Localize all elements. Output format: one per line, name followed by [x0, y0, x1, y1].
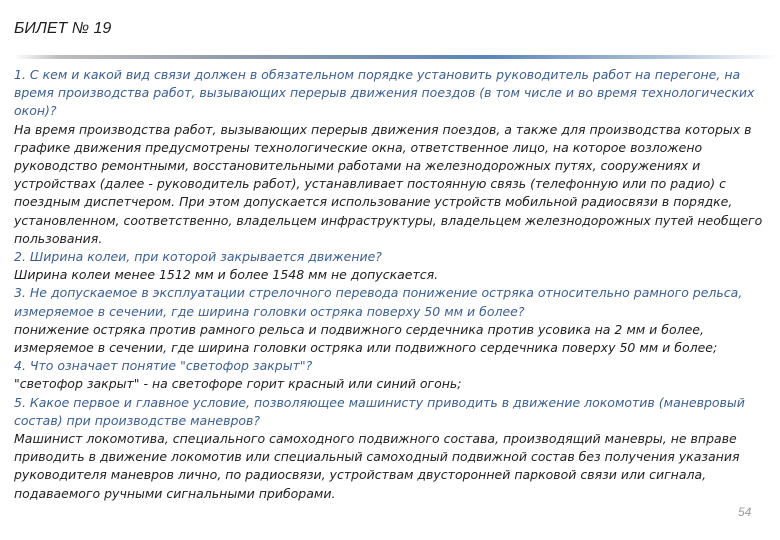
question-4: 4. Что означает понятие "светофор закрыт"? — [14, 358, 313, 374]
question-5: 5. Какое первое и главное условие, позволяющее машинисту приводить в движение локомотив (маневровый состав) при производстве маневров? — [14, 394, 745, 428]
title-underline — [14, 55, 778, 59]
answer-4: "светофор закрыт" - на светофоре горит красный или синий огонь; — [14, 376, 462, 392]
answer-2: Ширина колеи менее 1512 мм и более 1548 мм не допускается. — [14, 267, 439, 283]
question-3: 3. Не допускаемое в эксплуатации стрелочного перевода понижение остряка относительно рамного рельса, измеряемое в сечении, где ширина головки остряка поверху 50 мм и более? — [14, 285, 743, 319]
answer-5: Машинист локомотива, специального самоходного подвижного состава, производящий маневры, не вправе приводить в движение локомотив или специальный самоходный подвижной состав без получения указания руководителя маневров лично, по радиосвязи, устройствам двусторонней парковой связи или сигнала, подаваемого ручными сигнальными приборами. — [14, 431, 740, 501]
answer-1: На время производства работ, вызывающих перерыв движения поездов, а также для производства которых в графике движения предусмотрены технологические окна, ответственное лицо, на которое возложено руководство ремонтными, восстановительными работами на железнодорожных путях, сооружениях и устройствах (далее - руководитель работ), устанавливает постоянную связь (телефонную или по радио) с поездным диспетчером. При этом допускается использование устройств мобильной радиосвязи в порядке, установленном, соответственно, владельцем инфраструктуры, владельцем железнодорожных путей необщего пользования. — [14, 121, 763, 246]
page-number: 54 — [738, 505, 752, 519]
ticket-content — [14, 66, 772, 503]
question-1: 1. С кем и какой вид связи должен в обязательном порядке установить руководитель работ на перегоне, на время производства работ, вызывающих перерыв движения поездов (в том числе и во время технологических окон)? — [14, 67, 755, 119]
ticket-title: БИЛЕТ № 19 — [14, 20, 112, 37]
answer-3: понижение остряка против рамного рельса и подвижного сердечника против усовика на 2 мм и более, измеряемое в сечении, где ширина головки остряка или подвижного сердечника поверху 50 мм и более; — [14, 321, 718, 356]
question-2: 2. Ширина колеи, при которой закрывается движение? — [14, 249, 382, 265]
